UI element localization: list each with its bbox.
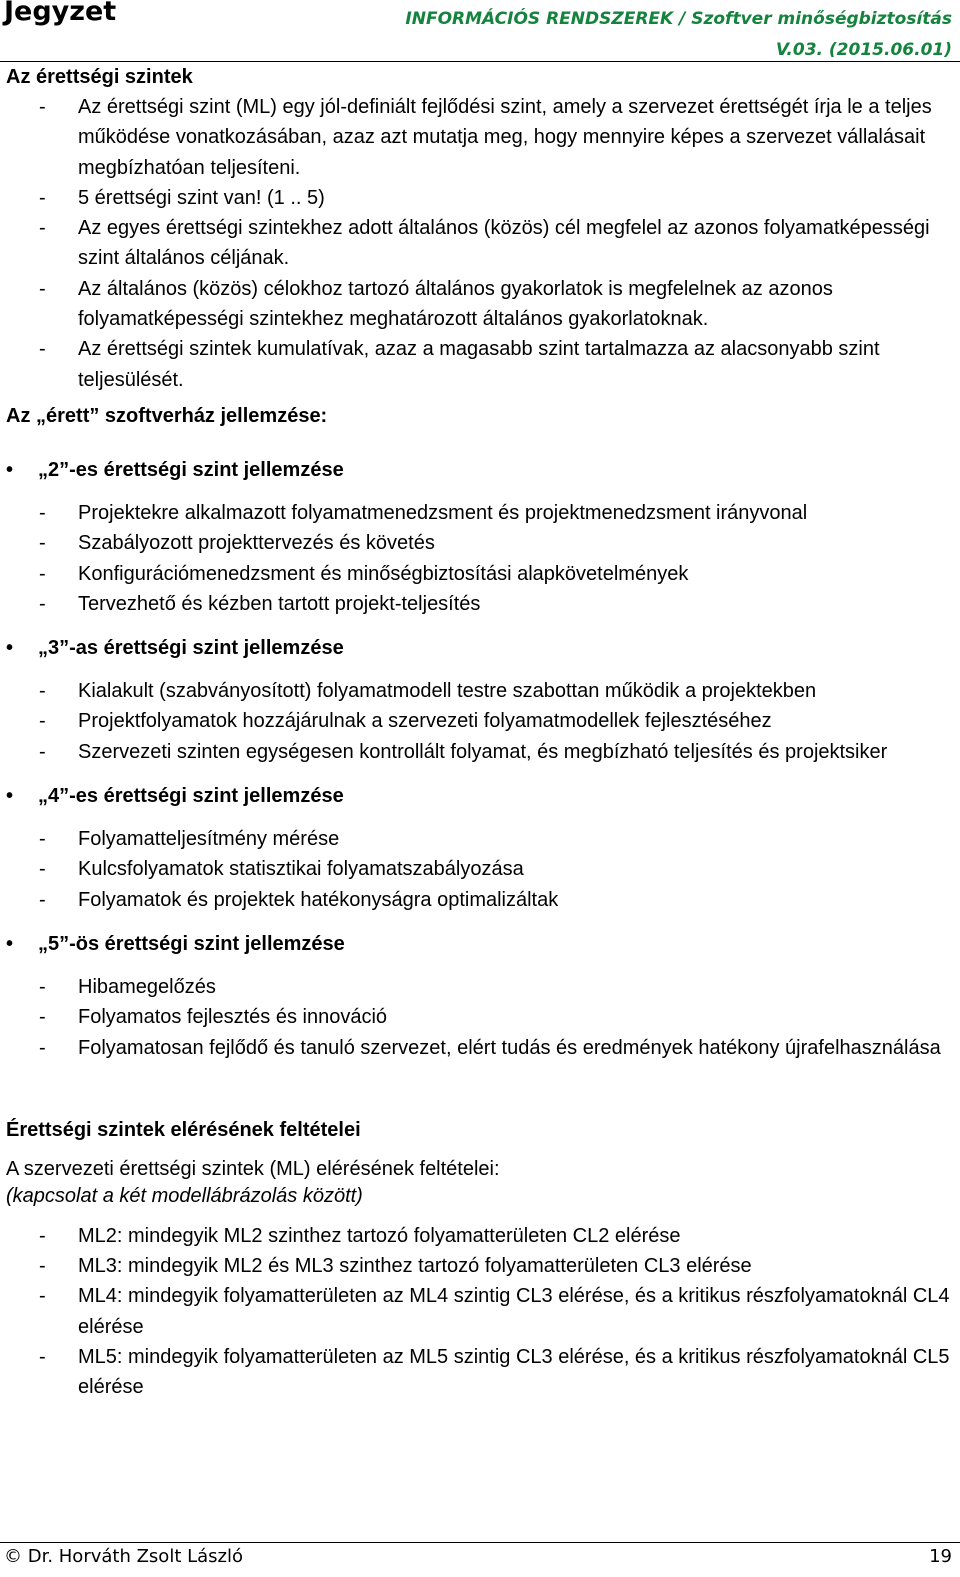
level-2-title	[6, 455, 952, 485]
list-item	[6, 885, 952, 915]
list-item-text: Folyamatos fejlesztés és innováció	[78, 1006, 388, 1029]
level-3-title	[6, 633, 952, 663]
dash-marker: -	[39, 338, 46, 361]
dash-marker: -	[39, 1346, 46, 1369]
header-subtitle	[405, 4, 952, 66]
list-item	[6, 92, 952, 183]
list-item-text: Folyamatok és projektek hatékonyságra optimalizáltak	[78, 888, 559, 911]
dash-marker: -	[39, 680, 46, 703]
list-item-text: Konfigurációmenedzsment és minőségbiztosítási alapkövetelmények	[78, 562, 689, 585]
list-item	[6, 676, 952, 706]
dash-marker: -	[39, 562, 46, 585]
level-title-text: „2”-es érettségi szint jellemzése	[38, 458, 344, 481]
dash-marker: -	[39, 501, 46, 524]
dash-marker: -	[39, 186, 46, 209]
list-item	[6, 274, 952, 335]
conditions-intro-note: (kapcsolat a két modellábrázolás között)	[6, 1184, 363, 1207]
section-title-maturity-levels: Az érettségi szintek	[6, 66, 193, 88]
list-item	[6, 183, 952, 213]
header-version: V.03. (2015.06.01)	[775, 40, 952, 60]
page-number: 19	[929, 1546, 952, 1567]
list-item	[6, 854, 952, 884]
dash-marker: -	[39, 277, 46, 300]
section-title-mature-company: Az „érett” szoftverház jellemzése:	[6, 404, 328, 427]
list-item	[6, 213, 952, 274]
list-item-text: 5 érettségi szint van! (1 .. 5)	[78, 186, 325, 209]
list-item	[6, 1281, 952, 1342]
header-course: INFORMÁCIÓS RENDSZEREK / Szoftver minőségbiztosítás	[405, 9, 952, 29]
list-item-text: Szervezeti szinten egységesen kontrollált folyamat, és megbízható teljesítés és projektsiker	[78, 740, 888, 763]
dash-marker: -	[39, 217, 46, 240]
list-item-text: Az érettségi szintek kumulatívak, azaz a magasabb szint tartalmazza az alacsonyabb szint teljesülését.	[78, 338, 880, 391]
bullet-marker: •	[6, 932, 14, 955]
level-4-title	[6, 781, 952, 811]
list-item-text: Az érettségi szint (ML) egy jól-definiált fejlődési szint, amely a szervezet érettségét írja le a teljes működése vonatkozásában, azaz azt mutatja meg, hogy mennyire képes a szervezet vállalásait megbízhatóan teljesíteni.	[78, 96, 932, 179]
list-item-text: Projektekre alkalmazott folyamatmenedzsment és projektmenedzsment irányvonal	[78, 501, 808, 524]
level-title-text: „3”-as érettségi szint jellemzése	[38, 637, 344, 660]
list-item-text: ML2: mindegyik ML2 szinthez tartozó folyamatterületen CL2 elérése	[78, 1224, 681, 1247]
list-item	[6, 1221, 952, 1251]
dash-marker: -	[39, 532, 46, 555]
list-item	[6, 528, 952, 558]
dash-marker: -	[39, 740, 46, 763]
dash-marker: -	[39, 1006, 46, 1029]
level-5-title	[6, 929, 952, 959]
conditions-intro: A szervezeti érettségi szintek (ML) elérésének feltételei:	[6, 1157, 500, 1180]
level-3-list	[6, 676, 952, 767]
list-item	[6, 559, 952, 589]
dash-marker: -	[39, 592, 46, 615]
list-item-text: ML5: mindegyik folyamatterületen az ML5 szintig CL3 elérése, és a kritikus részfolyamatoknál CL5 elérése	[78, 1346, 950, 1399]
dash-marker: -	[39, 1285, 46, 1308]
footer-divider	[0, 1542, 960, 1543]
list-item	[6, 334, 952, 395]
maturity-levels-list	[6, 92, 952, 395]
level-5-list	[6, 972, 952, 1063]
list-item-text: ML4: mindegyik folyamatterületen az ML4 szintig CL3 elérése, és a kritikus részfolyamatoknál CL4 elérése	[78, 1285, 950, 1338]
list-item-text: Az egyes érettségi szintekhez adott általános (közös) cél megfelel az azonos folyamatképességi szint általános céljának.	[78, 217, 930, 270]
header-title: Jegyzet	[4, 0, 117, 27]
level-title-text: „5”-ös érettségi szint jellemzése	[38, 932, 345, 955]
bullet-marker: •	[6, 458, 14, 481]
bullet-marker: •	[6, 637, 14, 660]
list-item	[6, 1033, 952, 1063]
document-body	[6, 62, 952, 1403]
list-item	[6, 1002, 952, 1032]
dash-marker: -	[39, 858, 46, 881]
level-2-list	[6, 498, 952, 619]
dash-marker: -	[39, 1036, 46, 1059]
dash-marker: -	[39, 888, 46, 911]
list-item	[6, 1342, 952, 1403]
list-item-text: Szabályozott projekttervezés és követés	[78, 532, 435, 555]
list-item	[6, 498, 952, 528]
footer-author: © Dr. Horváth Zsolt László	[4, 1546, 243, 1567]
dash-marker: -	[39, 975, 46, 998]
level-title-text: „4”-es érettségi szint jellemzése	[38, 785, 344, 808]
list-item-text: Kialakult (szabványosított) folyamatmodell testre szabottan működik a projektekben	[78, 680, 817, 703]
list-item-text: ML3: mindegyik ML2 és ML3 szinthez tartozó folyamatterületen CL3 elérése	[78, 1255, 752, 1278]
list-item-text: Hibamegelőzés	[78, 975, 216, 998]
dash-marker: -	[39, 710, 46, 733]
bullet-marker: •	[6, 785, 14, 808]
dash-marker: -	[39, 1255, 46, 1278]
section-title-conditions: Érettségi szintek elérésének feltételei	[6, 1118, 361, 1141]
level-4-list	[6, 824, 952, 915]
dash-marker: -	[39, 828, 46, 851]
list-item-text: Projektfolyamatok hozzájárulnak a szervezeti folyamatmodellek fejlesztéséhez	[78, 710, 772, 733]
list-item	[6, 972, 952, 1002]
list-item-text: Folyamatosan fejlődő és tanuló szervezet, elért tudás és eredmények hatékony újrafelhasználása	[78, 1036, 941, 1059]
dash-marker: -	[39, 1224, 46, 1247]
conditions-list	[6, 1221, 952, 1403]
list-item	[6, 737, 952, 767]
list-item	[6, 1251, 952, 1281]
list-item	[6, 824, 952, 854]
list-item-text: Kulcsfolyamatok statisztikai folyamatszabályozása	[78, 858, 524, 881]
dash-marker: -	[39, 96, 46, 118]
list-item-text: Tervezhető és kézben tartott projekt-teljesítés	[78, 592, 481, 615]
list-item-text: Folyamatteljesítmény mérése	[78, 828, 340, 851]
list-item	[6, 706, 952, 736]
list-item	[6, 589, 952, 619]
list-item-text: Az általános (közös) célokhoz tartozó általános gyakorlatok is megfelelnek az azonos folyamatképességi szintekhez meghatározott általános gyakorlatoknak.	[78, 277, 833, 331]
